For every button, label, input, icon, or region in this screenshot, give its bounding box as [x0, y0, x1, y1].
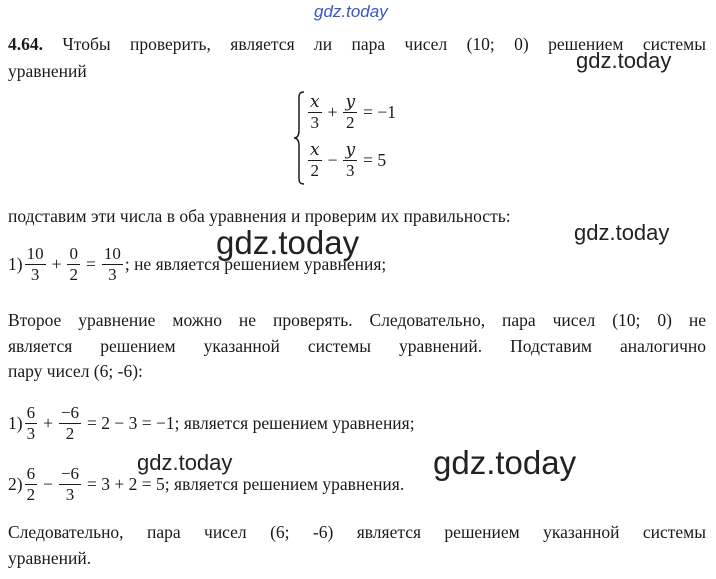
watermark-top: gdz.today — [314, 2, 388, 21]
equation-1: $\frac{x}{3}$ + $\frac{y}{2}$ = −1 — [310, 92, 396, 132]
problem-text: Чтобы проверить, является ли пара чисел (10; 0) решением системы — [62, 34, 707, 54]
conclusion-line-1: Следовательно, пара чисел (6; -6) является решением указанной системы — [8, 522, 706, 542]
fraction: $\frac{6}{3}$ — [26, 403, 36, 443]
left-brace-icon — [292, 90, 306, 186]
fraction: $\frac{x}{3}$ — [310, 92, 320, 132]
check-2: 1) $\frac{6}{3}$ + $\frac{-6}{2}$ = 2 − 3 = −1; является решением уравнения; — [8, 403, 415, 443]
problem-number: 4.64. — [8, 34, 43, 54]
fraction: $\frac{10}{3}$ — [103, 244, 121, 284]
fraction: $\frac{6}{2}$ — [26, 464, 36, 504]
watermark: gdz.today — [576, 48, 672, 73]
fraction: $\frac{y}{2}$ — [345, 92, 356, 132]
check-3: 2) $\frac{6}{2}$ − $\frac{-6}{3}$ = 3 + 2 = 5; является решением уравнения. — [8, 464, 405, 504]
fraction: $\frac{0}{2}$ — [69, 244, 78, 284]
problem-line-2: уравнений — [8, 61, 87, 81]
fraction: $\frac{x}{2}$ — [310, 140, 320, 180]
fraction: $\frac{-6}{3}$ — [60, 464, 80, 504]
equation-2: $\frac{x}{2}$ − $\frac{y}{3}$ = 5 — [310, 140, 387, 180]
substitute-text: подставим эти числа в оба уравнения и проверим их правильность: — [8, 206, 511, 226]
fraction: $\frac{-6}{2}$ — [60, 403, 80, 443]
watermark: gdz.today — [433, 444, 577, 481]
problem-line-1 — [8, 33, 706, 55]
check-1: 1) $\frac{10}{3}$ + $\frac{0}{2}$ = $\frac{10}{3}$ ; не является решением уравнения; — [8, 244, 387, 284]
watermark: gdz.today — [574, 220, 670, 245]
fraction: $\frac{y}{3}$ — [345, 140, 356, 180]
para2-line-2: является решением указанной системы уравнений. Подставим аналогично — [8, 336, 706, 356]
para2-line-3: пару чисел (6; -6): — [8, 361, 143, 381]
watermark: gdz.today — [216, 224, 360, 261]
conclusion-line-2: уравнений. — [8, 548, 92, 568]
watermark: gdz.today — [137, 450, 233, 475]
para2-line-1: Второе уравнение можно не проверять. Следовательно, пара чисел (10; 0) не — [8, 310, 706, 330]
equation-system — [292, 90, 442, 186]
fraction: $\frac{10}{3}$ — [26, 244, 44, 284]
